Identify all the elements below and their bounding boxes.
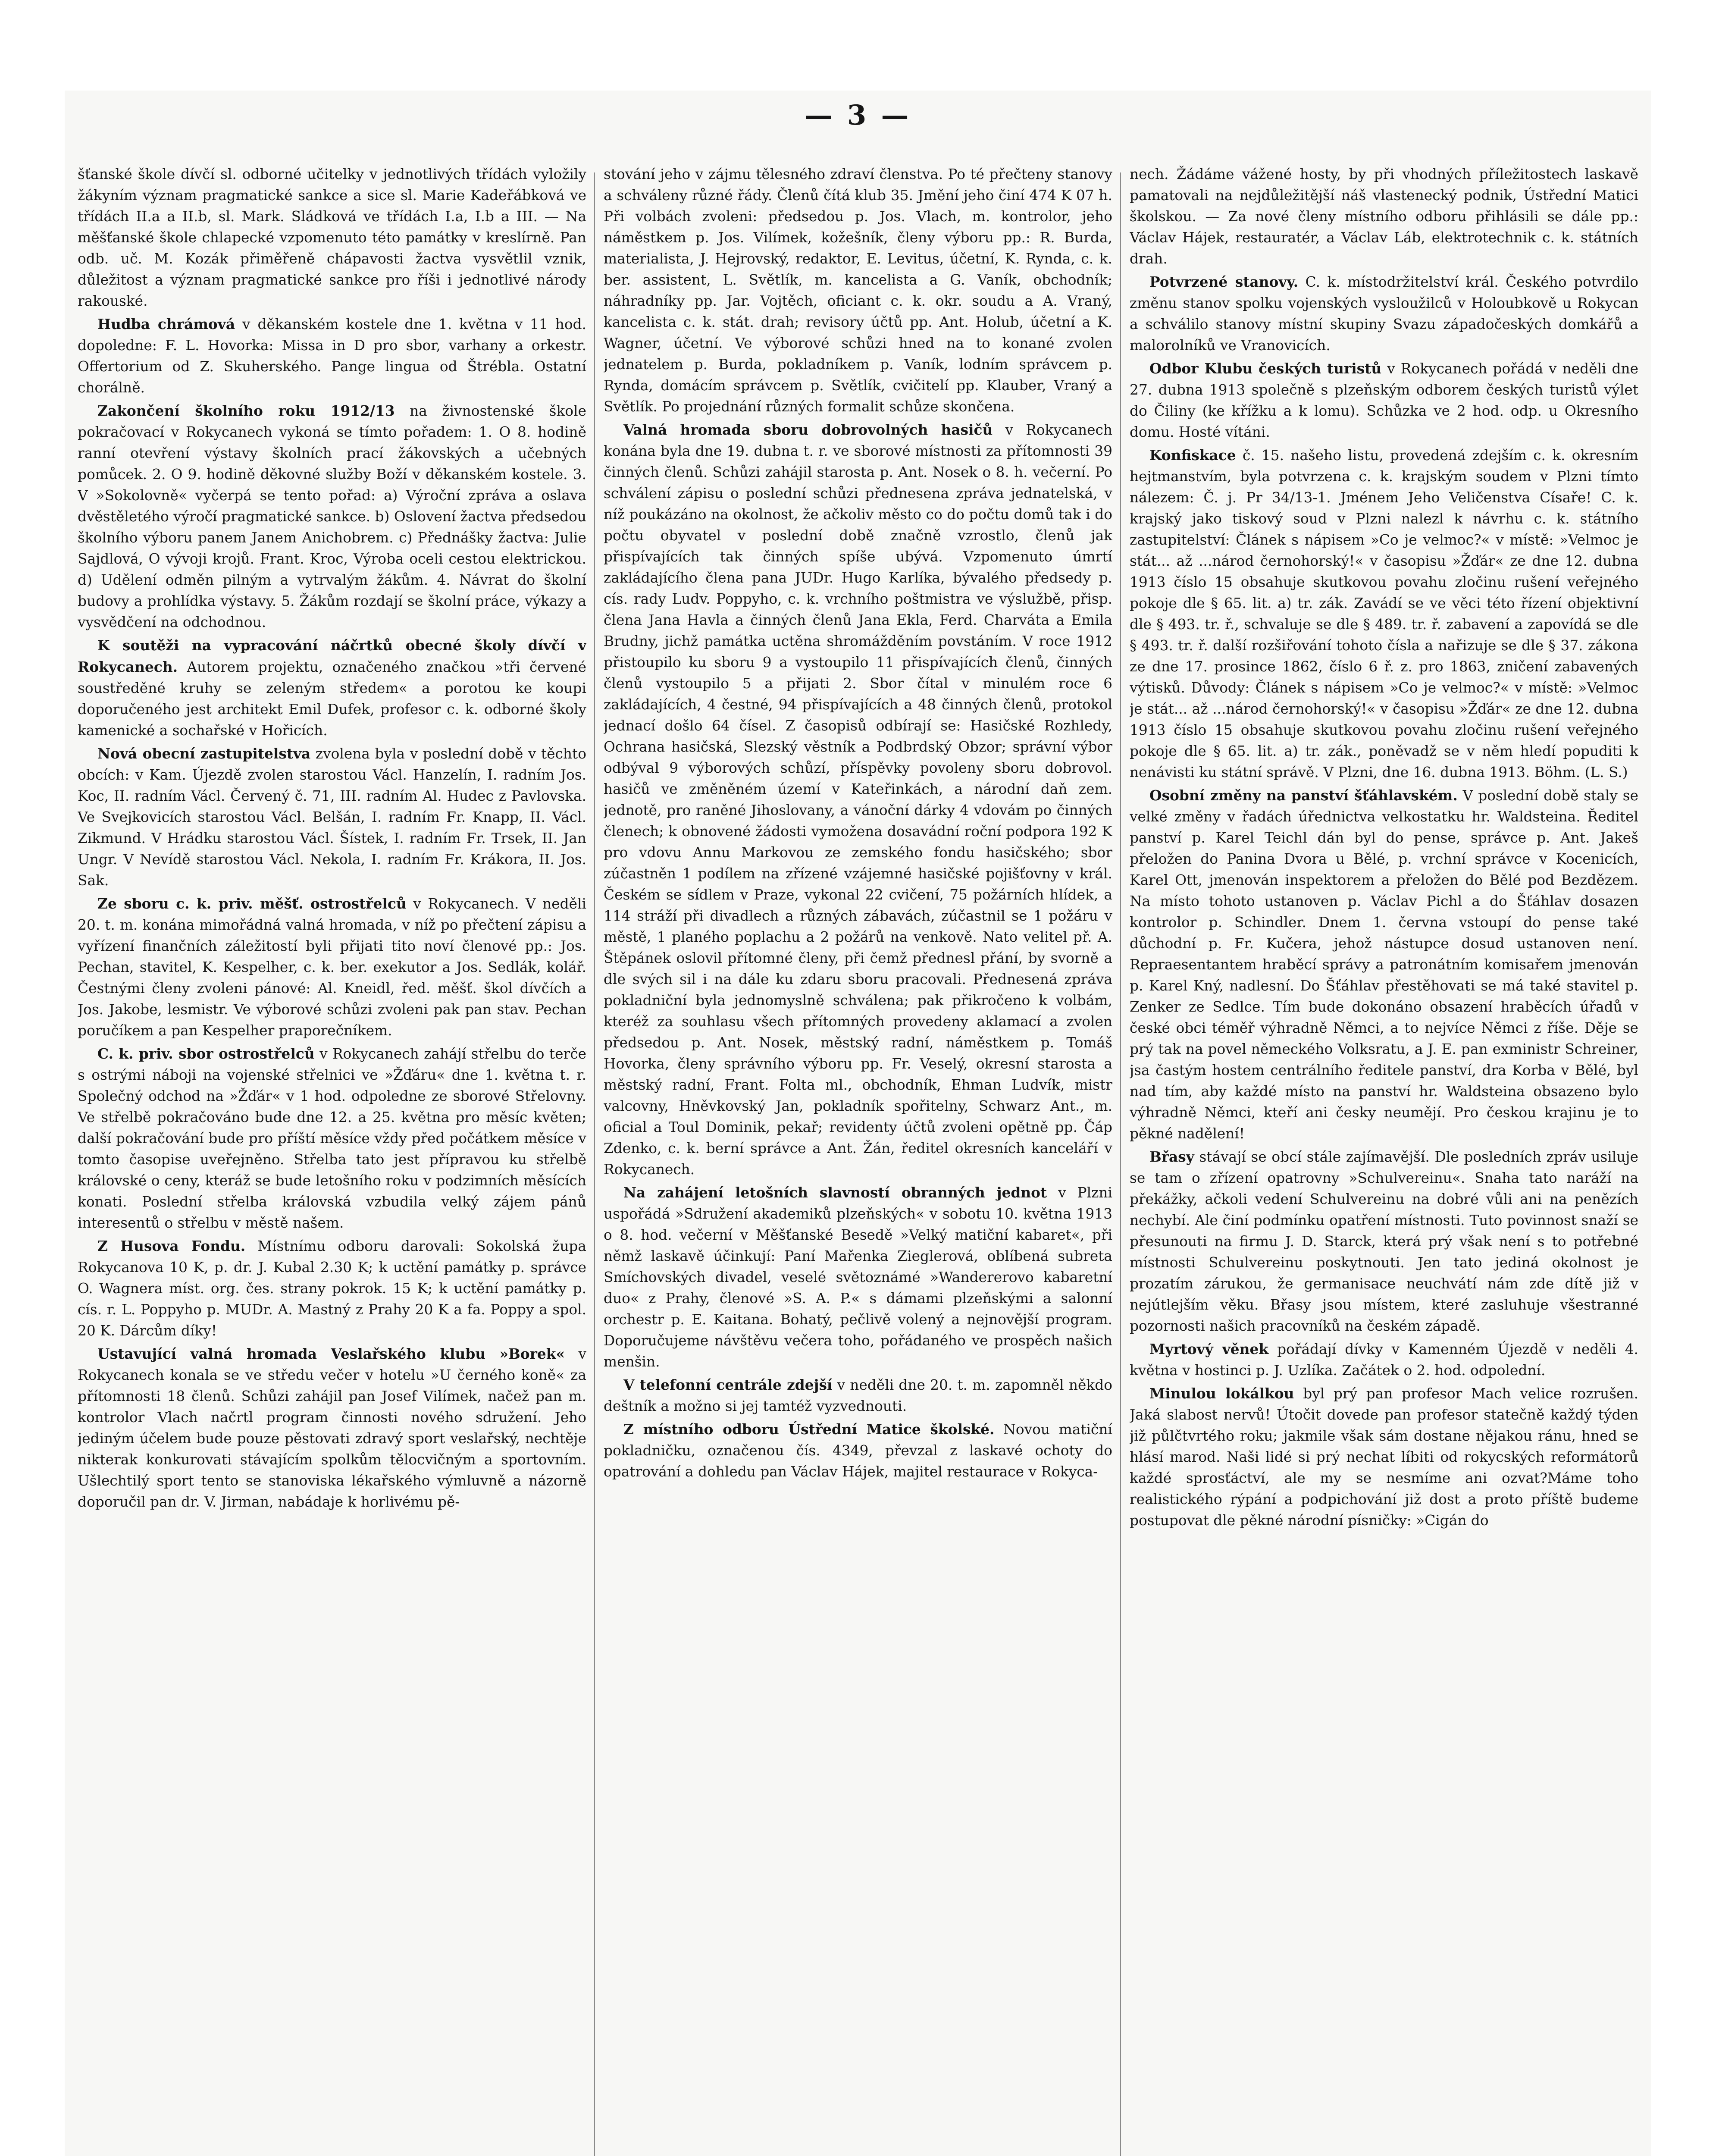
article-paragraph (78, 313, 586, 398)
article-paragraph (78, 1343, 586, 1513)
article-text: č. 15. našeho listu, provedená zdejším c. k. okresním hejtmanstvím, byla potvrzena c. k. krajským soudem v Plzni tímto nálezem: Č. j. Pr 34/13-1. Jménem Jeho Veličenstva Císaře! C. k. krajský jako tiskový soud v Plzni nalezl k návrhu c. k. státního zastupitelství: Článek s nápisem »Co je velmoc?« v místě: »Velmoc je stát... až ...národ černohorský!« v časopisu »Žďár« ze dne 12. dubna 1913 číslo 15 obsahuje skutkovou povahu zločinu rušení veřejného pokoje dle § 65. lit. a) tr. zák. Zavádí se ve věci této řízení objektivní dle § 493. tr. ř., schvaluje se dle § 489. tr. ř. zabavení a zapovídá se dle § 493. tr. ř. další rozšiřování tohoto čísla a nařizuje se dle § 37. zákona ze dne 17. prosince 1862, číslo 6 ř. z. pro 1863, zničení zabavených výtisků. Důvody: Článek s nápisem »Co je velmoc?« v místě: »Velmoc je stát... až ...národ černohorský!« v časopisu »Žďár« ze dne 12. dubna 1913 číslo 15 obsahuje skutkovou povahu zločinu rušení veřejného pokoje dle § 65. lit. a) tr. zák., poněvadž se v něm hledí popuditi k nenávisti ku státní správě. V Plzni, dne 16. dubna 1913. Böhm. (L. S.) (1130, 447, 1638, 780)
article-heading: Myrtový věnek (1149, 1341, 1269, 1357)
article-text: Místnímu odboru darovali: Sokolská župa Rokycanova 10 K, p. dr. J. Kubal 2.30 K; k uctění památky p. správce O. Wagnera míst. org. čes. strany pokrok. 15 K; k uctění památky p. cís. r. L. Poppyho p. MUDr. A. Mastný z Prahy 20 K a fa. Poppy a spol. 20 K. Dárcům díky! (78, 1238, 586, 1339)
article-paragraph (1130, 1338, 1638, 1381)
article-text: v Rokycanech. V neděli 20. t. m. konána mimořádná valná hromada, v níž po přečtení zápisu a vyřízení finančních záležitostí byli přijati tito noví členové pp.: Jos. Pechan, stavitel, K. Kespelher, c. k. ber. exekutor a Jos. Sedlák, kolář. Čestnými členy zvoleni pánové: Al. Kneidl, řed. měšť. škol dívčích a Jos. Jakobe, lesmistr. Ve výborové schůzi zvoleni pak pan stav. Pechan poručíkem a pan Kespelher praporečníkem. (78, 896, 586, 1039)
article-paragraph (1130, 358, 1638, 443)
article-text: zvolena byla v poslední době v těchto obcích: v Kam. Újezdě zvolen starostou Václ. Hanzelín, I. radním Jos. Koc, II. radním Václ. Červený č. 71, III. radním Al. Hudec z Pavlovska. Ve Svejkovicích starostou Václ. Belšán, I. radním Fr. Knapp, II. Václ. Zikmund. V Hrádku starostou Václ. Šístek, I. radním Fr. Trsek, II. Jan Ungr. V Nevídě starostou Václ. Nekola, I. radním Fr. Krákora, II. Jos. Sak. (78, 746, 586, 889)
article-paragraph (78, 1235, 586, 1341)
article-heading: Konfiskace (1149, 447, 1236, 464)
article-heading: Břasy (1149, 1148, 1194, 1165)
article-text: Novou matiční pokladničku, označenou čís. 4349, převzal z laskavé ochoty do opatrování a dohledu pan Václav Hájek, majitel restaurace v Rokyca- (604, 1421, 1112, 1480)
article-heading: Z Husova Fondu. (97, 1238, 246, 1254)
article-heading: Valná hromada sboru dobrovolných hasičů (623, 421, 993, 438)
article-heading: Odbor Klubu českých turistů (1149, 360, 1382, 377)
article-text: šťanské škole dívčí sl. odborné učitelky v jednotlivých třídách vyložily žákyním význam pragmatické sankce a sice sl. Marie Kadeřábková ve třídách II.a a II.b, sl. Mark. Sládková ve třídách I.a, I.b a III. — Na měšťanské škole chlapecké vzpomenuto této památky v kreslírně. Pan odb. uč. M. Kozák přiměřeně chápavosti žactva vysvětlil vznik, důležitost a význam pragmatické sankce pro říši i jednotlivé národy rakouské. (78, 166, 586, 309)
article-heading: C. k. priv. sbor ostrostřelců (97, 1045, 315, 1062)
article-paragraph (604, 419, 1112, 1180)
article-paragraph (1130, 1146, 1638, 1337)
article-paragraph (1130, 445, 1638, 783)
article-paragraph (78, 400, 586, 633)
article-heading: Ustavující valná hromada Veslařského klubu »Borek« (97, 1345, 565, 1362)
article-text: byl prý pan profesor Mach velice rozrušen. Jaká slabost nervů! Útočit dovede pan profesor statečně každý týden již půlčtvrtého roku; jakmile však sám dostane nějakou ránu, hned se hlásí marod. Naši lidé si prý nechat líbiti od rokycských reformátorů každé sprosťáctví, ale my se nesmíme ani ozvat?Máme toho realistického rýpání a podpichování již dost a proto příště budeme postupovat dle pěkné národní písničky: »Cigán do (1130, 1385, 1638, 1529)
article-paragraph (78, 164, 586, 312)
article-paragraph (604, 1374, 1112, 1417)
article-heading: Na zahájení letošních slavností obranných jednot (623, 1184, 1047, 1201)
article-paragraph (78, 743, 586, 891)
article-paragraph (78, 635, 586, 741)
article-paragraph (78, 893, 586, 1041)
article-paragraph (1130, 271, 1638, 356)
article-text: pořádají dívky v Kamenném Újezdě v neděli 4. května v hostinci p. J. Uzlíka. Začátek o 2. hod. odpolední. (1130, 1341, 1638, 1379)
article-heading: Ze sboru c. k. priv. měšť. ostrostřelců (97, 895, 407, 912)
column-rule (594, 172, 595, 2156)
column-rule (1120, 172, 1121, 2156)
article-paragraph (78, 1043, 586, 1234)
article-paragraph (604, 1182, 1112, 1373)
article-paragraph (604, 1419, 1112, 1482)
article-text: stování jeho v zájmu tělesného zdraví členstva. Po té přečteny stanovy a schváleny různé řády. Členů čítá klub 35. Jmění jeho činí 474 K 07 h. Při volbách zvoleni: předsedou p. Jos. Vlach, m. kontrolor, jeho náměstkem p. Jos. Vilímek, kožešník, členy výboru pp.: R. Burda, materialista, J. Hejrovský, redaktor, E. Levitus, účetní, K. Rynda, c. k. ber. assistent, L. Světlík, m. kancelista a G. Vaník, obchodník; náhradníky pp. Jar. Vojtěch, oficiant c. k. okr. soudu a A. Vraný, kancelista c. k. stát. drah; revisory účtů pp. Ant. Holub, účetní a K. Wagner, účetní. Ve výborové schůzi hned na to konané zvolen jednatelem p. Burda, pokladníkem p. Vaník, lodním správcem p. Rynda, domácím správcem p. Světlík, cvičitelí pp. Klauber, Vraný a Světlík. Po projednání různých formalit schůze skončena. (604, 166, 1112, 415)
article-heading: Osobní změny na panství šťáhlavském. (1149, 787, 1458, 804)
article-text: V poslední době staly se velké změny v řadách úřednictva velkostatku hr. Waldsteina. Ředitel panství p. Karel Teichl dán byl do pense, správce p. Ant. Jakeš přeložen do Panina Dvora u Bělé, p. vrchní správce v Kocenicích, Karel Ott, jmenován inspektorem a přeložen do Bělé pod Bezdězem. Na místo tohoto ustanoven p. Václav Pichl a do Šťáhlav dosazen kontrolor p. Schindler. Dnem 1. června vstoupí do pense také důchodní p. Fr. Kučera, jehož nástupce dosud ustanoven není. Repraesentantem hraběcí správy a patronátním komisařem jmenován p. Karel Kný, nadlesní. Do Šťáhlav přestěhovati se má také stavitel p. Zenker ze Sedlce. Tím bude dokonáno obsazení hraběcích úřadů v české obci téměř výhradně Němci, a to nejvíce Němci z říše. Děje se prý tak na povel německého Volksratu, a J. E. pan exministr Schreiner, jsa častým hostem centrálního ředitele panství, dra Korba v Bělé, byl nad tím, aby každé místo na panství hr. Waldsteina obsazeno bylo výhradně Němci, kteří ani česky neumějí. Pro českou krajinu je to pěkné nadělení! (1130, 787, 1638, 1142)
article-text: Autorem projektu, označeného značkou »tři červené soustředěné kruhy se zeleným středem« a porotou ke koupi doporučeného jest architekt Emil Dufek, profesor c. k. odborné školy kamenické a sochařské v Hořicích. (78, 659, 586, 739)
newspaper-page (65, 91, 1651, 2156)
article-heading: Nová obecní zastupitelstva (97, 745, 311, 762)
article-heading: Minulou lokálkou (1149, 1385, 1294, 1402)
article-text: stávají se obcí stále zajímavější. Dle posledních zpráv usiluje se tam o zřízení opatrovny »Schulvereinu«. Snaha tato naráží na překážky, ačkoli vedení Schulvereinu na dobré vůli ani na penězích nechybí. Ale činí podmínku opatření místnosti. Tuto povinnost snaží se přesunouti na firmu J. D. Starck, která prý však není s to potřebné místnosti Schulvereinu poskytnouti. Jen tato jediná okolnost je prozatím zárukou, že germanisace neuchvátí nám zde dítě již v nejútlejším věku. Břasy jsou místem, které zasluhuje všestranné pozornosti našich pracovníků na českém západě. (1130, 1149, 1638, 1334)
page-number: — 3 — (805, 99, 911, 132)
column-3 (1130, 164, 1638, 2156)
article-heading: Potvrzené stanovy. (1149, 273, 1299, 290)
article-heading: Zakončení školního roku 1912/13 (97, 402, 395, 419)
article-text: v neděli dne 20. t. m. zapomněl někdo deštník a možno si jej tamtéž vyzvednouti. (604, 1377, 1112, 1414)
article-heading: Hudba chrámová (97, 316, 235, 332)
article-paragraph (1130, 1383, 1638, 1531)
column-2 (604, 164, 1112, 2156)
article-paragraph (604, 164, 1112, 417)
article-paragraph (1130, 785, 1638, 1144)
article-heading: V telefonní centrále zdejší (623, 1376, 833, 1393)
article-text: v děkanském kostele dne 1. května v 11 hod. dopoledne: F. L. Hovorka: Missa in D pro sbor, varhany a orkestr. Offertorium od Z. Skuherského. Pange lingua od Štrébla. Ostatní chorálně. (78, 316, 586, 396)
article-heading: Z místního odboru Ústřední Matice školské. (623, 1421, 995, 1438)
article-paragraph (1130, 164, 1638, 270)
article-text: v Rokycanech konána byla dne 19. dubna t. r. ve sborové místnosti za přítomnosti 39 činných členů. Schůzi zahájil starosta p. Ant. Nosek o 8. h. večerní. Po schválení zápisu o poslední schůzi přednesena zpráva jednatelská, v níž poukázáno na okolnost, že ačkoliv město co do počtu domů tak i do počtu obyvatel v poslední době značně vzrostlo, členů jak přispívajících tak činných spíše ubývá. Vzpomenuto úmrtí zakládajícího člena pana JUDr. Hugo Karlíka, bývalého předsedy p. cís. rady Ludv. Poppyho, c. k. vrchního poštmistra ve výslužbě, přisp. člena Jana Havla a činných členů Jana Ekla, Ferd. Charváta a Emila Brudny, jichž památka uctěna shromážděním povstáním. V roce 1912 přistoupilo ku sboru 9 a vystoupilo 11 přispívajících členů, činných členů vystoupilo 5 a přijati 2. Sbor čítal v minulém roce 6 zakládajících, 4 čestné, 94 přispívajících a 48 činných členů, protokol jednací došlo 64 čísel. Z časopisů odbírají se: Hasičské Rozhledy, Ochrana hasičská, Slezský věstník a Podbrdský Obzor; správní výbor odbýval 9 výborových schůzí, příspěvky povoleny sboru dobrovol. hasičů ve změněném území v Kateřinkách, a národní daň zem. jednotě, pro raněné Jihoslovany, a vánoční dárky 4 vdovám po činných členech; k obnovené žádosti vymožena dosavádní roční podpora 192 K pro vdovu Annu Markovou ze zemského fondu hasičského; sbor zúčastněn 1 podílem na zřízené vzájemné hasičské pojišťovny v král. Českém se sídlem v Praze, vykonal 22 cvičení, 75 požárních hlídek, a 114 stráží při divadlech a různých zábavách, zúčastnil se 1 požáru v městě, 1 planého poplachu a 2 požárů na venkově. Nato velitel př. A. Štěpánek oslovil přítomné členy, při čemž přednesl přání, by svorně a dle svých sil i na dále ku zdaru sboru pracovali. Přednesená zpráva pokladniční byla jednomyslně schválena; pak přikročeno k volbám, kteréž za souhlasu všech přítomných provedeny aklamací a zvolen předsedou p. Ant. Nosek, městský radní, náměstkem p. Tomáš Hovorka, členy správního výboru pp. Fr. Veselý, okresní starosta a městský radní, Frant. Folta ml., obchodník, Ehman Ludvík, mistr valcovny, Hněvkovský Jan, pokladník spořitelny, Schwarz Ant., m. oficial a Toul Dominik, pekař; revidenty účtů zvoleni opětně pp. Čáp Zdenko, c. k. berní správce a Ant. Žán, ředitel okresních kanceláří v Rokycanech. (604, 422, 1112, 1178)
article-text: v Rokycanech konala se ve středu večer v hotelu »U černého koně« za přítomnosti 18 členů. Schůzi zahájil pan Josef Vilímek, načež pan m. kontrolor Vlach načrtl program činnosti nového sdružení. Jeho jediným účelem bude pouze pěstovati zdravý sport veslařský, nechtěje nikterak konkurovati stávajícím spolkům tělocvičným a sportovním. Ušlechtilý sport tento se stanoviska lékařského výmluvně a názorně doporučil pan dr. V. Jirman, nabádaje k horlivému pě- (78, 1346, 586, 1510)
article-text: v Plzni uspořádá »Sdružení akademiků plzeňských« v sobotu 10. května 1913 o 8. hod. večerní v Měšťanské Besedě »Velký matiční kabaret«, při němž laskavě účinkují: Paní Mařenka Zieglerová, oblíbená subreta Smíchovských divadel, veselé světoznámé »Wandererovo kabaretní duo« z Prahy, členové »S. A. P.« s dámami plzeňskými a salonní orchestr p. E. Kaitana. Bohatý, pečlivě volený a nejnovější program. Doporučujeme návštěvu večera toho, pořádaného ve prospěch našich menšin. (604, 1185, 1112, 1370)
article-text: v Rokycanech zahájí střelbu do terče s ostrými náboji na vojenské střelnici ve »Žďáru« dne 1. května t. r. Společný odchod na »Žďár« v 1 hod. odpoledne ze sborové Střelovny. Ve střelbě pokračováno bude dne 12. a 25. května pro měsíc květen; další pokračování bude pro příští měsíce vždy před počátkem měsíce v tomto časopise uveřejněno. Střelba tato jest přípravou ku střelbě královské o ceny, kteráž se bude letošního roku v podzimních měsících konati. Poslední střelba královská vzbudila velký zájem pánů interesentů o střelbu v městě našem. (78, 1046, 586, 1231)
article-text: v Rokycanech pořádá v neděli dne 27. dubna 1913 společně s plzeňským odborem českých turistů výlet do Čiliny (ke křížku a k lomu). Schůzka ve 2 hod. odp. u Okresního domu. Hosté vítáni. (1130, 360, 1638, 440)
article-text: C. k. místodržitelství král. Českého potvrdilo změnu stanov spolku vojenských vysloužilců v Holoubkově u Rokycan a schválilo stanovy místní skupiny Svazu západočeských domkářů a malorolníků ve Vranovicích. (1130, 274, 1638, 354)
article-text: nech. Žádáme vážené hosty, by při vhodných příležitostech laskavě pamatovali na nejdůležitější náš vlastenecký podnik, Ústřední Matici školskou. — Za nové členy místního odboru přihlásili se dále pp.: Václav Hájek, restauratér, a Václav Láb, elektrotechnik c. k. státních drah. (1130, 166, 1638, 267)
article-text: na živnostenské škole pokračovací v Rokycanech vykoná se tímto pořadem: 1. O 8. hodině ranní otevření výstavy školních prací žákovských a učebných pomůcek. 2. O 9. hodině děkovné služby Boží v děkanském kostele. 3. V »Sokolovně« vyčerpá se tento pořad: a) Výroční zpráva a oslava dvěstěletého výročí pragmatické sankce. b) Oslovení žactva předsedou školního výboru panem Janem Anichobrem. c) Přednášky žactva: Julie Sajdlová, O vývoji krojů. Frant. Kroc, Výroba oceli cestou elektrickou. d) Udělení odměn pilným a vytrvalým žákům. 4. Návrat do školní budovy a prohlídka výstavy. 5. Žákům rozdají se školní práce, výkazy a vysvědčení na odchodnou. (78, 403, 586, 630)
column-1 (78, 164, 586, 2156)
article-heading: K soutěži na vypracování náčrtků obecné školy dívčí v Rokycanech. (78, 637, 586, 675)
